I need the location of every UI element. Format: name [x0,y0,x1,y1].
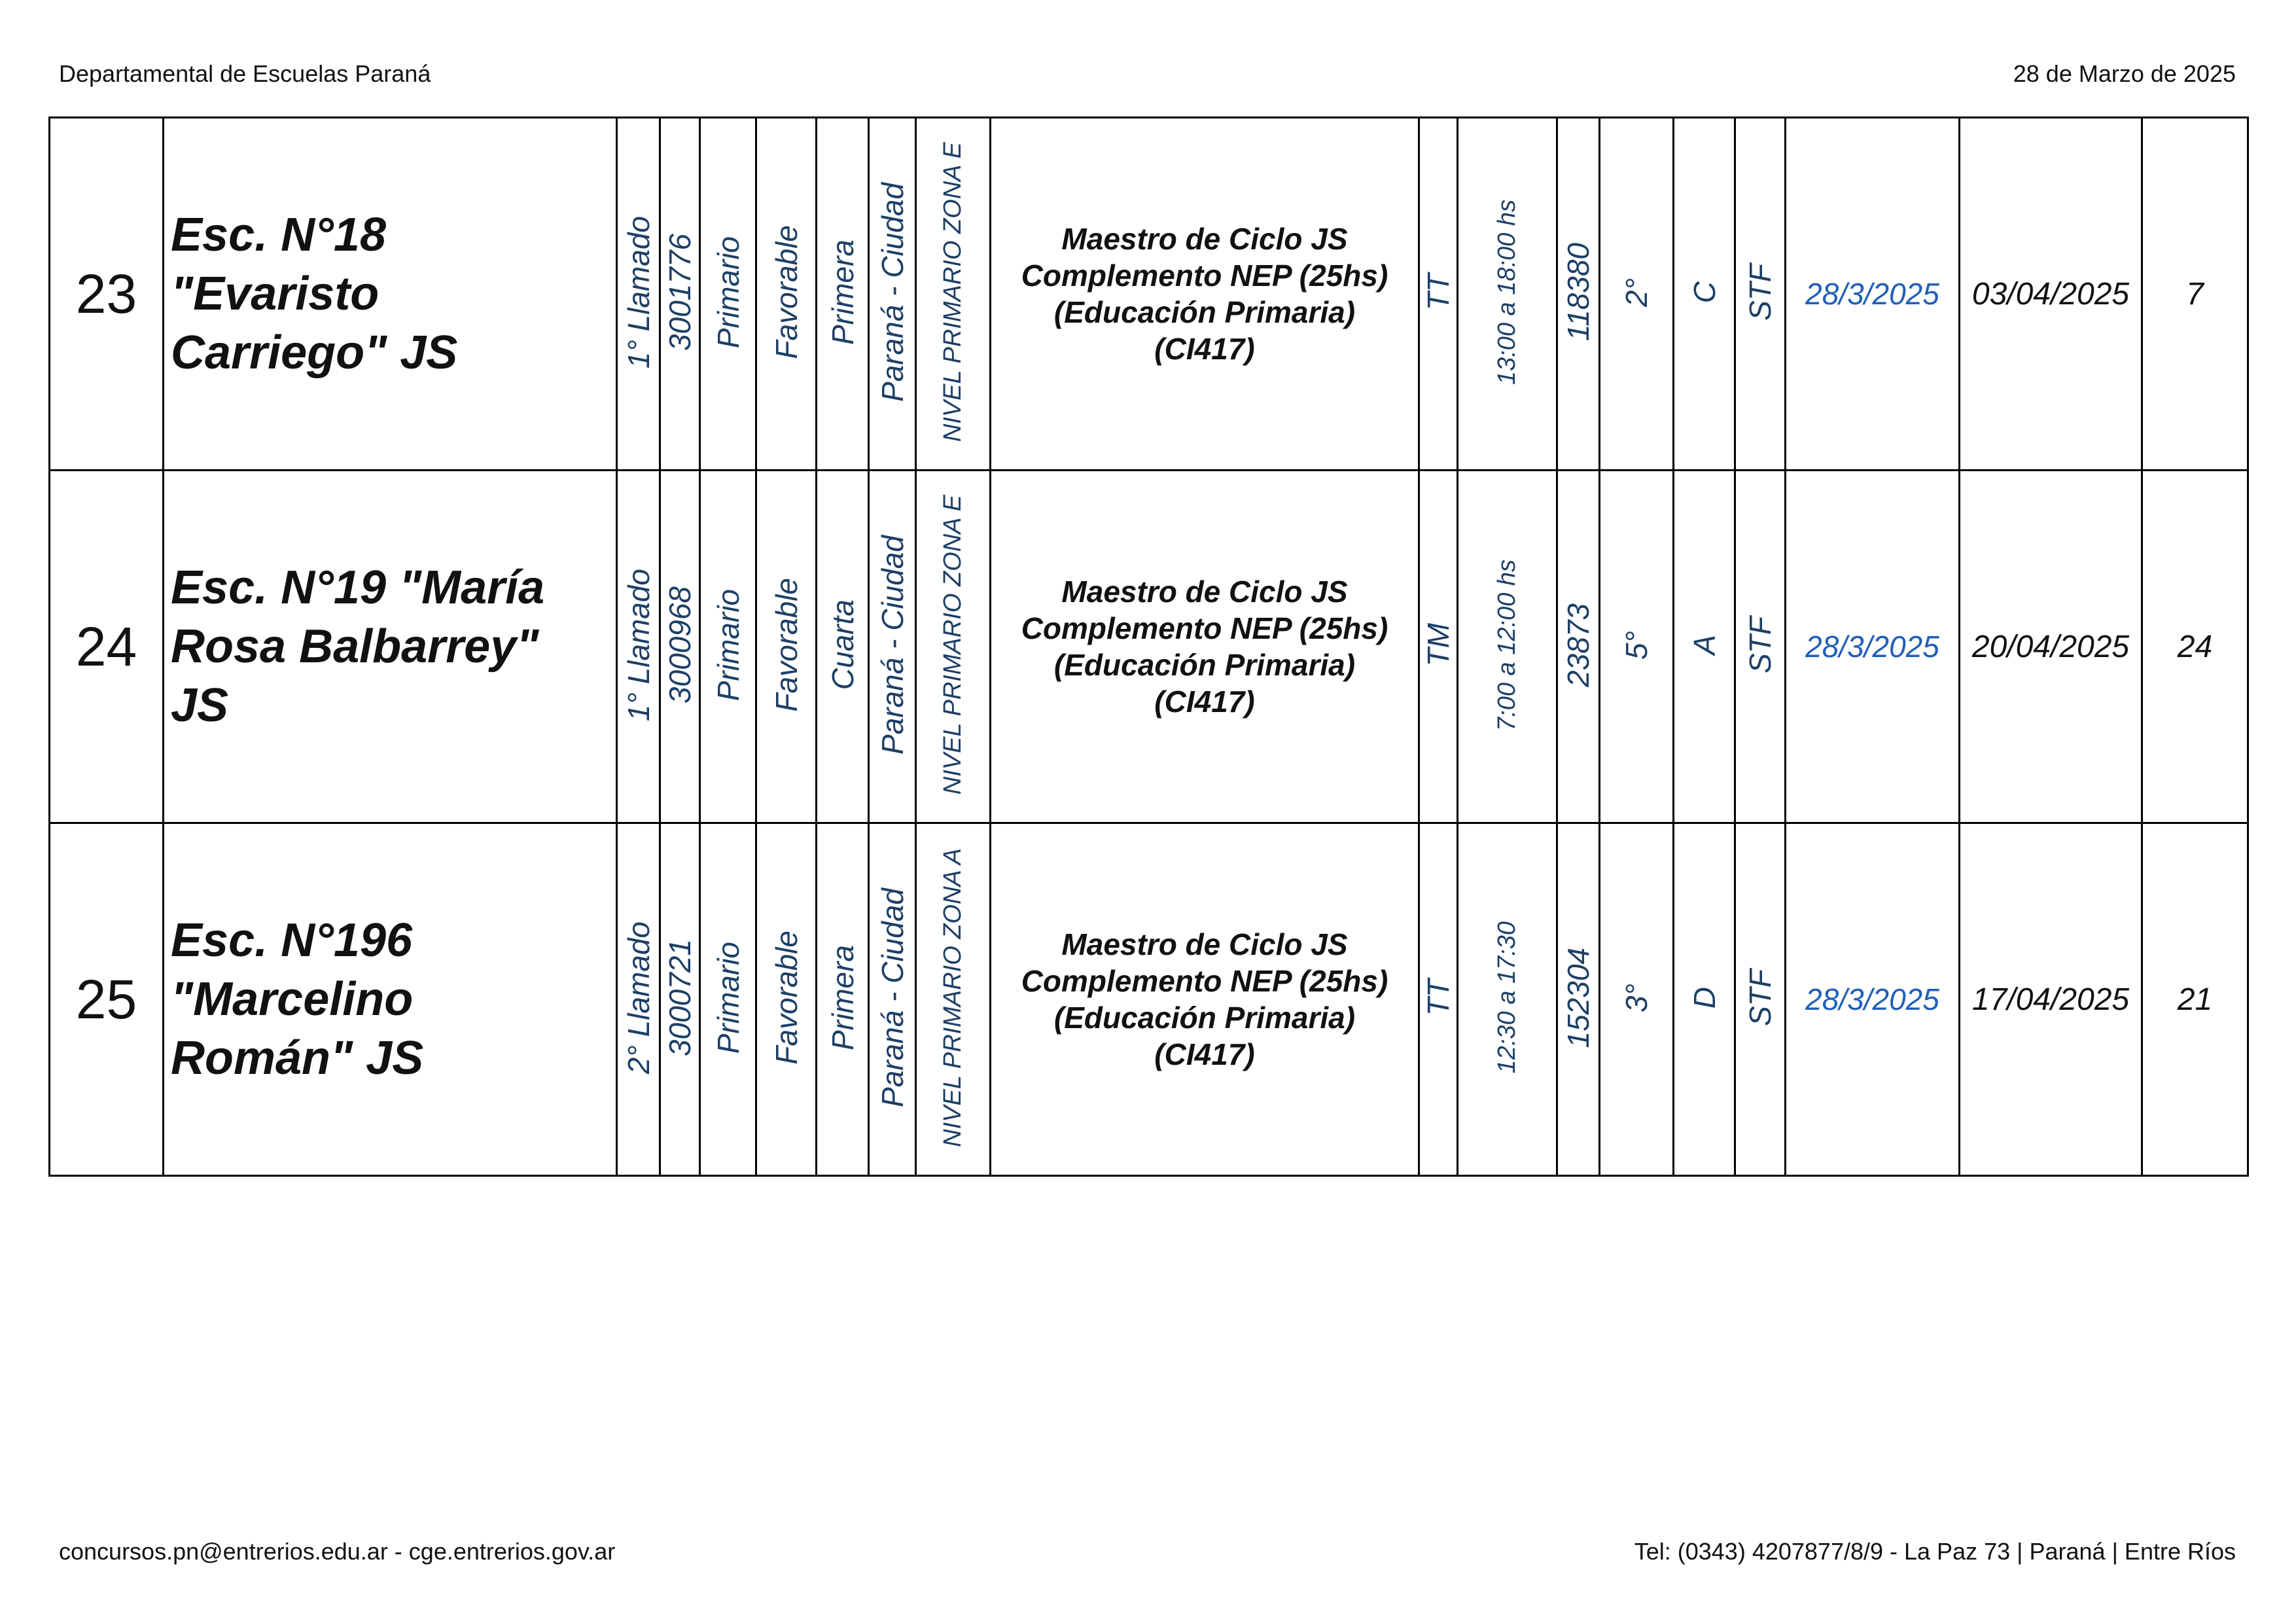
turno: TT [1421,979,1455,1016]
fecha-publicacion: 28/3/2025 [1805,630,1939,664]
categoria: Primera [825,239,860,346]
zona-tipo: Favorable [769,225,804,359]
cuof: 23873 [1561,603,1595,687]
cargo-line: (Educación Primaria) [1053,1001,1356,1035]
row-number: 23 [75,262,137,325]
header-date: 28 de Marzo de 2025 [2013,60,2236,87]
cargo-line: (Educación Primaria) [1053,648,1356,682]
localidad: Paraná - Ciudad [875,183,910,402]
cuof: 118380 [1561,243,1595,342]
school-name [164,823,617,1176]
header-institution: Departamental de Escuelas Paraná [59,60,431,87]
zona-tipo: Favorable [769,578,804,712]
cargo-line: Complemento NEP (25hs) [1021,258,1388,293]
horario: 12:30 a 17:30 [1493,921,1521,1074]
nivel: Primario [711,941,745,1054]
cantidad: 7 [2186,276,2204,312]
turno: TT [1421,274,1455,311]
cargo-line: Complemento NEP (25hs) [1021,611,1388,645]
nivel: Primario [711,588,745,702]
school-name-line: Rosa Balbarrey" [171,620,539,673]
cargo-line: (CI417) [1154,332,1255,366]
table-row [50,118,2248,471]
llamado: 2° Llamado [621,921,656,1075]
cargo-line: (CI417) [1154,1037,1255,1072]
school-name-line: JS [171,679,229,732]
cargo-line: (Educación Primaria) [1053,295,1356,329]
seccion: D [1687,986,1722,1009]
school-name-line: Esc. N°19 "María [171,562,545,614]
nivel: Primario [711,236,745,349]
row-number: 25 [75,968,137,1030]
codigo: 3001776 [663,233,697,351]
school-name-line: "Marcelino [171,973,414,1026]
situacion: STF [1743,616,1777,673]
zona-tipo: Favorable [769,931,804,1065]
cantidad: 21 [2177,982,2213,1017]
school-name-line: Esc. N°18 [171,209,386,261]
cantidad: 24 [2177,629,2213,664]
school-name-line: "Evaristo [171,268,380,320]
footer-contact-email: concursos.pn@entrerios.edu.ar - cge.entrerios.gov.ar [59,1538,616,1565]
horario: 13:00 a 18:00 hs [1493,199,1521,385]
localidad: Paraná - Ciudad [875,535,910,755]
grado: 2° [1619,277,1653,307]
cargo [991,471,1419,823]
fecha-publicacion: 28/3/2025 [1805,982,1939,1016]
grado: 5° [1619,630,1653,660]
table-row [50,823,2248,1176]
school-name [164,118,617,471]
school-name [164,471,617,823]
codigo: 3000968 [663,586,697,704]
cargo [991,118,1419,471]
school-name-line: Esc. N°196 [171,914,413,967]
turno: TM [1421,623,1455,667]
cargo-line: (CI417) [1154,685,1255,719]
cargo [991,823,1419,1176]
situacion: STF [1743,969,1777,1026]
localidad: Paraná - Ciudad [875,888,910,1107]
school-name-line: Román" JS [171,1032,424,1084]
llamado: 1° Llamado [621,568,656,722]
school-name-line: Carriego" JS [171,327,458,379]
supervision: NIVEL PRIMARIO ZONA E [939,142,966,442]
row-number: 24 [75,615,137,677]
cargo-line: Maestro de Ciclo JS [1061,221,1348,256]
llamado: 1° Llamado [621,215,656,369]
cuof: 152304 [1561,947,1595,1048]
horario: 7:00 a 12:00 hs [1493,559,1521,731]
codigo: 3000721 [663,938,697,1057]
vacancies-table [48,116,2249,1177]
table-row [50,471,2248,823]
categoria: Cuarta [825,599,860,690]
fecha-cierre: 17/04/2025 [1971,982,2130,1017]
seccion: C [1687,281,1722,304]
footer-contact-address: Tel: (0343) 4207877/8/9 - La Paz 73 | Paraná | Entre Ríos [1634,1538,2236,1565]
grado: 3° [1619,983,1653,1012]
supervision: NIVEL PRIMARIO ZONA A [939,848,966,1147]
cargo-line: Maestro de Ciclo JS [1061,927,1348,961]
supervision: NIVEL PRIMARIO ZONA E [939,495,966,795]
categoria: Primera [825,944,860,1051]
cargo-line: Complemento NEP (25hs) [1021,963,1388,998]
fecha-cierre: 20/04/2025 [1971,629,2130,664]
fecha-publicacion: 28/3/2025 [1805,277,1939,311]
fecha-cierre: 03/04/2025 [1971,276,2130,312]
cargo-line: Maestro de Ciclo JS [1061,574,1348,609]
situacion: STF [1743,264,1777,321]
seccion: A [1687,635,1722,655]
